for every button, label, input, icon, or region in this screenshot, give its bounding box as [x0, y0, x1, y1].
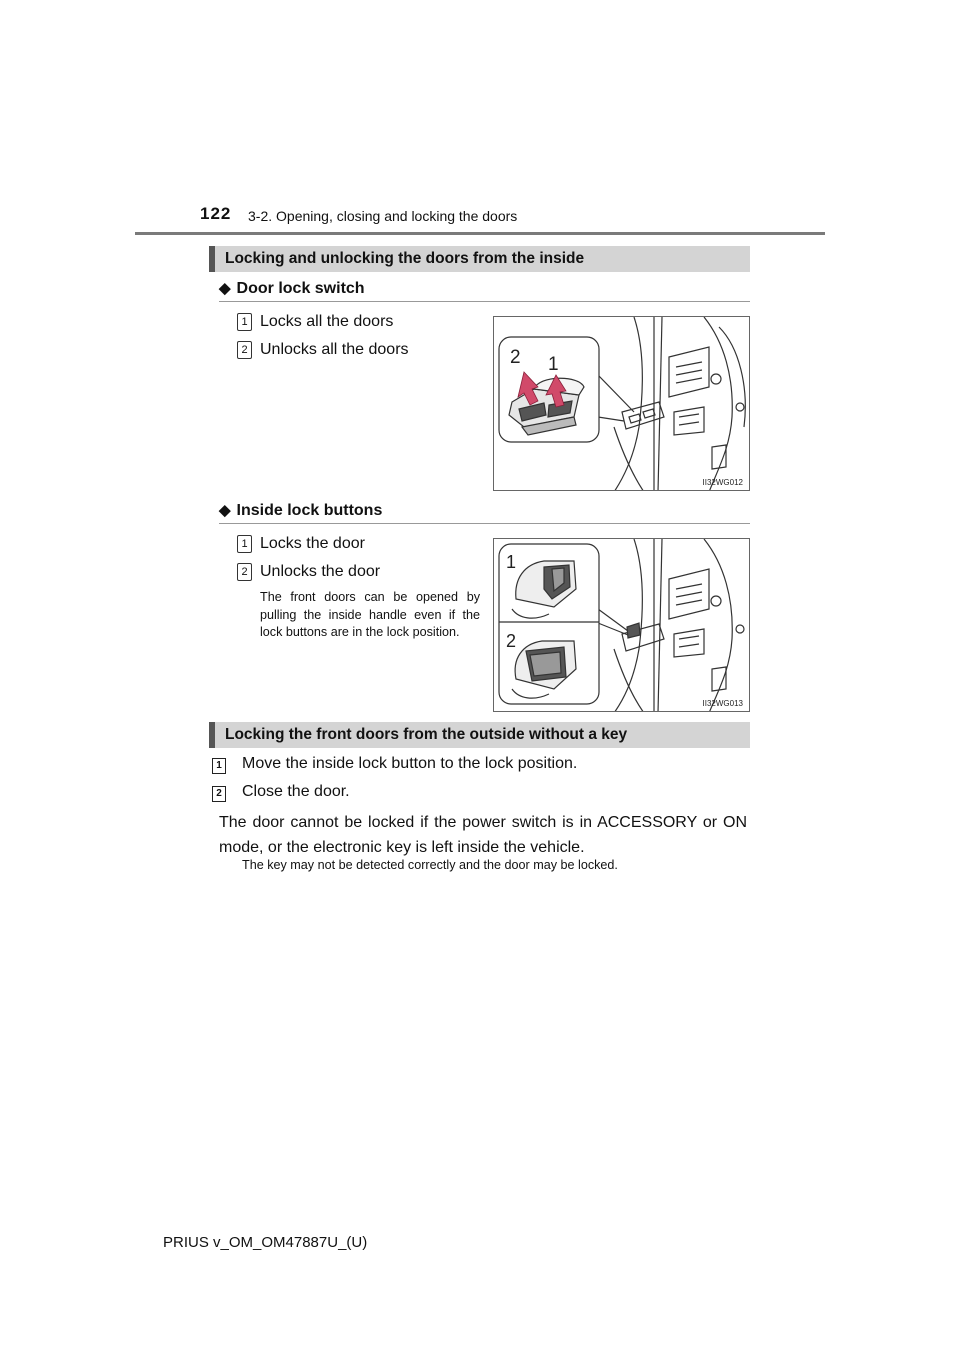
step-text-locks-all: Locks all the doors	[260, 313, 394, 330]
subheading-rule	[219, 301, 750, 302]
step-text-locks-door: Locks the door	[260, 535, 365, 552]
section-heading-outside-text: Locking the front doors from the outside without a key	[225, 726, 628, 743]
figure-door-lock-switch	[493, 316, 750, 491]
step-number-2: 2	[237, 563, 252, 581]
page-number: 122	[200, 204, 232, 223]
note-front-doors: The front doors can be opened by pulling the inside handle even if the lock buttons are in the lock position.	[260, 590, 480, 639]
step-number-1: 1	[237, 313, 252, 331]
callout-1: 1	[506, 552, 517, 572]
step-text-close-door: Close the door.	[242, 783, 350, 800]
figure-code-2: II32WG013	[702, 699, 743, 708]
figure-inside-lock-buttons	[493, 538, 750, 712]
footer-manual-code: PRIUS v_OM_OM47887U_(U)	[163, 1234, 368, 1251]
figure-code-1: II32WG012	[702, 478, 743, 487]
diamond-bullet-icon: ◆	[219, 502, 231, 519]
callout-2: 2	[506, 631, 517, 651]
step-text-unlocks-door: Unlocks the door	[260, 563, 381, 580]
step-text-unlocks-all: Unlocks all the doors	[260, 341, 409, 358]
paragraph-cannot-lock: The door cannot be locked if the power switch is in ACCESSORY or ON mode, or the electronic key is left inside the vehicle.	[219, 814, 747, 856]
section-heading-inside	[209, 246, 750, 272]
subheading-inside-lock-buttons: ◆ Inside lock buttons	[219, 502, 383, 519]
chapter-title: 3-2. Opening, closing and locking the doors	[248, 208, 518, 224]
step-number-2: 2	[237, 341, 252, 359]
section-heading-outside	[209, 722, 750, 748]
step-text-move-button: Move the inside lock button to the lock position.	[242, 755, 578, 772]
callout-1: 1	[548, 354, 559, 375]
subheading-rule	[219, 523, 750, 524]
subheading-door-lock-switch: ◆ Door lock switch	[219, 280, 365, 297]
step-box-1: 1	[212, 758, 226, 774]
header-rule	[135, 232, 825, 235]
section-heading-inside-text: Locking and unlocking the doors from the inside	[225, 250, 585, 267]
diamond-bullet-icon: ◆	[219, 280, 231, 297]
step-number-1: 1	[237, 535, 252, 553]
step-box-2: 2	[212, 786, 226, 802]
note-key-detection: The key may not be detected correctly and the door may be locked.	[242, 858, 618, 872]
door-panel-illustration	[494, 317, 750, 491]
inside-lock-illustration	[494, 539, 750, 712]
callout-2: 2	[510, 347, 521, 368]
